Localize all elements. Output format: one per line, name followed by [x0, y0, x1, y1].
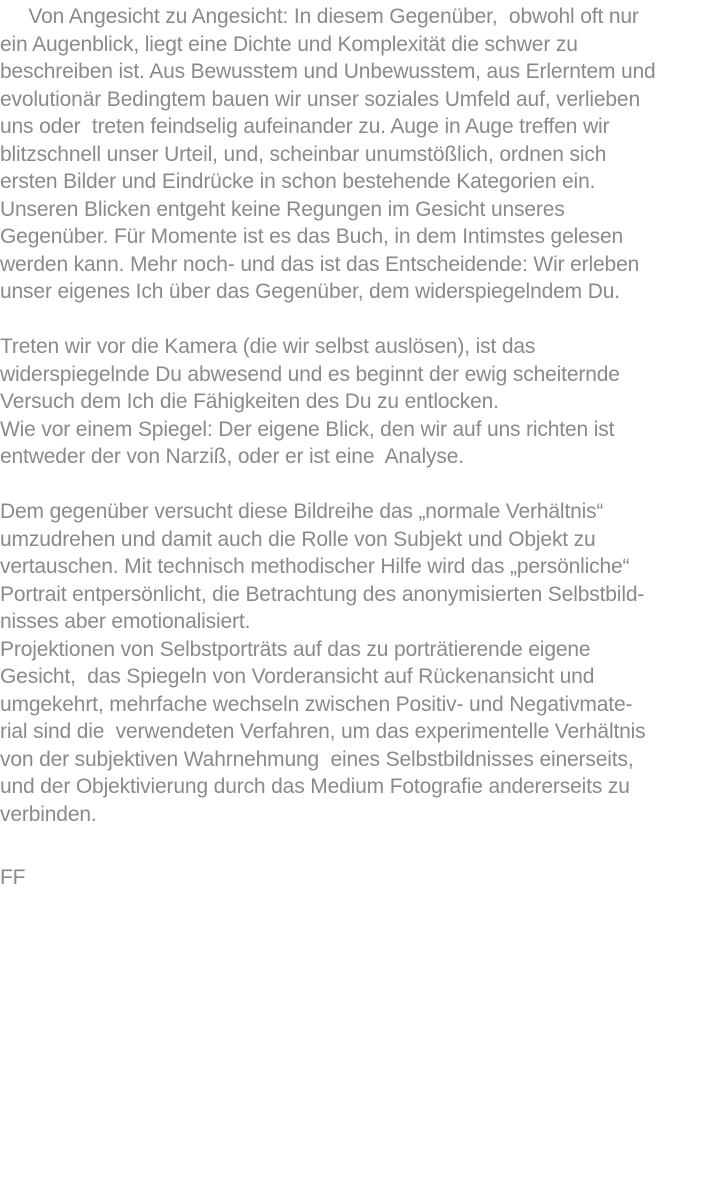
- paragraph-2-line-4: Wie vor einem Spiegel: Der eigene Blick, den wir auf uns richten ist: [0, 418, 615, 441]
- paragraph-1-line-11: unser eigenes Ich über das Gegenüber, dem widerspiegelndem Du.: [0, 280, 620, 303]
- paragraph-2-line-5: entweder der von Narziß, oder er ist eine Analyse.: [0, 445, 464, 468]
- paragraph-1-line-1: Von Angesicht zu Angesicht: In diesem Gegenüber, obwohl oft nur: [0, 5, 639, 28]
- paragraph-1-line-6: blitzschnell unser Urteil, und, scheinbar unumstößlich, ordnen sich: [0, 143, 607, 166]
- paragraph-3-line-1: Dem gegenüber versucht diese Bildreihe das „normale Verhältnis“: [0, 500, 604, 523]
- paragraph-3-line-12: verbinden.: [0, 803, 97, 826]
- paragraph-1-line-8: Unseren Blicken entgeht keine Regungen im Gesicht unseres: [0, 198, 565, 221]
- paragraph-2-line-1: Treten wir vor die Kamera (die wir selbst auslösen), ist das: [0, 335, 536, 358]
- paragraph-1-line-4: evolutionär Bedingtem bauen wir unser soziales Umfeld auf, verlieben: [0, 88, 640, 111]
- paragraph-2-line-2: widerspiegelnde Du abwesend und es beginnt der ewig scheiternde: [0, 363, 620, 386]
- paragraph-1-line-5: uns oder treten feindselig aufeinander zu. Auge in Auge treffen wir: [0, 115, 610, 138]
- paragraph-3-line-8: umgekehrt, mehrfache wechseln zwischen Positiv- und Negativmate-: [0, 693, 633, 716]
- paragraph-3-line-3: vertauschen. Mit technisch methodischer Hilfe wird das „persönliche“: [0, 555, 630, 578]
- paragraph-1-line-2: ein Augenblick, liegt eine Dichte und Komplexität die schwer zu: [0, 33, 578, 56]
- paragraph-3-line-2: umzudrehen und damit auch die Rolle von Subjekt und Objekt zu: [0, 528, 596, 551]
- paragraph-1-line-10: werden kann. Mehr noch- und das ist das Entscheidende: Wir erleben: [0, 253, 640, 276]
- paragraph-1-line-7: ersten Bilder und Eindrücke in schon bestehende Kategorien ein.: [0, 170, 596, 193]
- paragraph-1-line-3: beschreiben ist. Aus Bewusstem und Unbewusstem, aus Erlerntem und: [0, 60, 656, 83]
- paragraph-3-line-4: Portrait entpersönlicht, die Betrachtung des anonymisierten Selbstbild-: [0, 583, 645, 606]
- paragraph-1-line-9: Gegenüber. Für Momente ist es das Buch, in dem Intimstes gelesen: [0, 225, 624, 248]
- paragraph-3-line-7: Gesicht, das Spiegeln von Vorderansicht auf Rückenansicht und: [0, 665, 595, 688]
- paragraph-3-line-9: rial sind die verwendeten Verfahren, um das experimentelle Verhältnis: [0, 720, 646, 743]
- paragraph-3-line-5: nisses aber emotionalisiert.: [0, 610, 251, 633]
- author-signature: FF: [0, 866, 26, 889]
- paragraph-3-line-10: von der subjektiven Wahrnehmung eines Selbstbildnisses einerseits,: [0, 748, 634, 771]
- paragraph-3-line-6: Projektionen von Selbstporträts auf das zu porträtierende eigene: [0, 638, 591, 661]
- paragraph-3-line-11: und der Objektivierung durch das Medium Fotografie andererseits zu: [0, 775, 630, 798]
- paragraph-2-line-3: Versuch dem Ich die Fähigkeiten des Du zu entlocken.: [0, 390, 499, 413]
